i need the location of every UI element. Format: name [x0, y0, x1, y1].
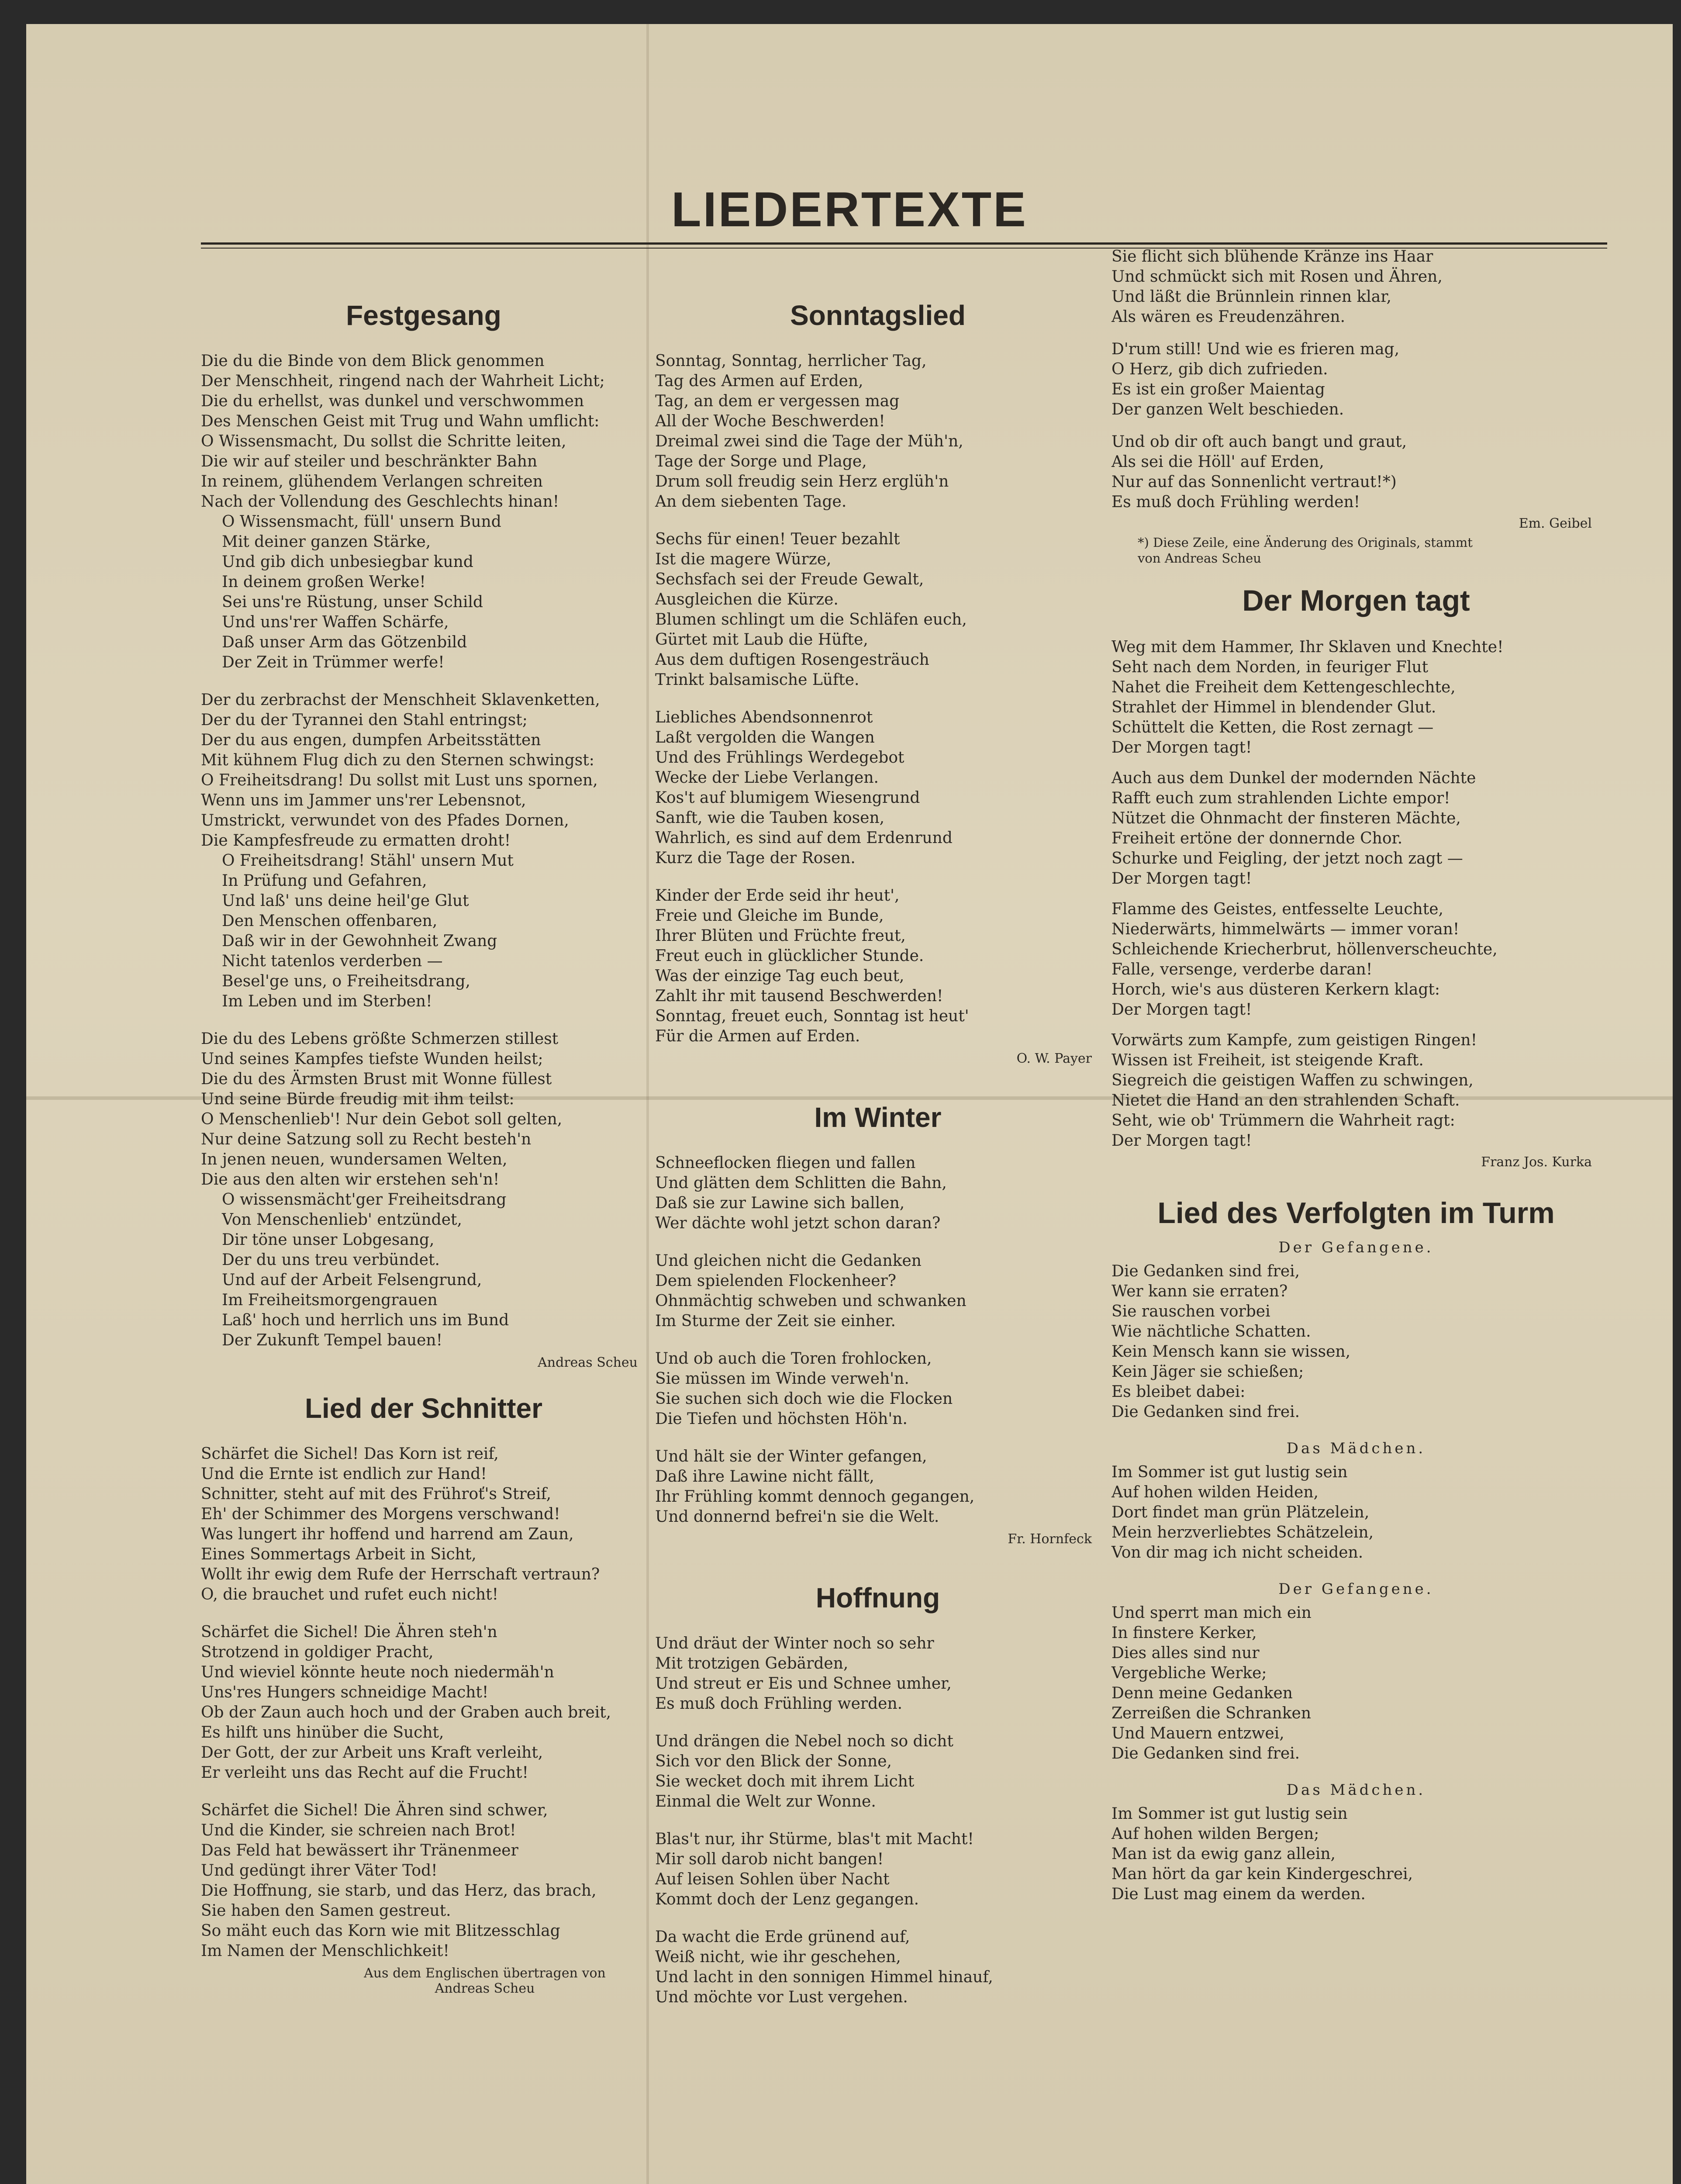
verse-line: Sie suchen sich doch wie die Flocken — [655, 1390, 953, 1408]
verse-line: Und dräut der Winter noch so sehr — [655, 1635, 934, 1652]
verse-line: Auch aus dem Dunkel der modernden Nächte — [1111, 769, 1476, 787]
stanza — [655, 351, 1101, 512]
verse-line: All der Woche Beschwerden! — [655, 412, 885, 430]
verse-line: Rafft euch zum strahlenden Lichte empor! — [1111, 789, 1450, 807]
verse-line: Tag des Armen auf Erden, — [655, 372, 863, 390]
stanza — [1111, 1603, 1601, 1764]
verse-line: Schneeflocken fliegen und fallen — [655, 1154, 916, 1172]
stanza — [1111, 1030, 1601, 1151]
verse-line: Der du uns treu verbündet. — [222, 1251, 440, 1269]
verse-line: Dreimal zwei sind die Tage der Müh'n, — [655, 432, 963, 450]
verse-line: Schurke und Feigling, der jetzt noch zagt — — [1111, 850, 1463, 867]
stanza — [1111, 637, 1601, 758]
verse-line: Und die Kinder, sie schreien nach Brot! — [201, 1821, 516, 1839]
verse-line: In Prüfung und Gefahren, — [222, 872, 427, 890]
verse-line: Falle, versenge, verderbe daran! — [1111, 961, 1373, 978]
verse-line: Und möchte vor Lust vergehen. — [655, 1988, 908, 2006]
verse-line: Die du erhellst, was dunkel und verschwommen — [201, 392, 584, 410]
verse-line: Sie rauschen vorbei — [1111, 1303, 1270, 1320]
verse-line: Uns'res Hungers schneidige Macht! — [201, 1683, 489, 1701]
stanza — [1111, 899, 1601, 1020]
verse-line: Und streut er Eis und Schnee umher, — [655, 1675, 952, 1693]
verse-line: Liebliches Abendsonnenrot — [655, 708, 873, 726]
verse-line: Eines Sommertags Arbeit in Sicht, — [201, 1545, 476, 1563]
title-rule-top — [201, 242, 1607, 245]
verse-line: Die Gedanken sind frei. — [1111, 1745, 1300, 1762]
footnote-line: *) Diese Zeile, eine Änderung des Originals, stammt — [1138, 535, 1473, 550]
verse-line: Daß ihre Lawine nicht fällt, — [655, 1468, 874, 1486]
verse-line: Und seine Bürde freudig mit ihm teilst: — [201, 1090, 514, 1108]
verse-line: Der Gott, der zur Arbeit uns Kraft verleiht, — [201, 1744, 543, 1762]
verse-line: Mein herzverliebtes Schätzelein, — [1111, 1524, 1374, 1541]
verse-line: Der Zukunft Tempel bauen! — [222, 1331, 443, 1349]
verse-line: O Freiheitsdrang! Du sollst mit Lust uns spornen, — [201, 771, 598, 789]
poem-title-hoffnung: Hoffnung — [815, 1582, 940, 1614]
verse-line: Dir töne unser Lobgesang, — [222, 1231, 435, 1249]
verse-line: Im Leben und im Sterben! — [222, 992, 432, 1010]
verse-line: Vergebliche Werke; — [1111, 1664, 1267, 1682]
verse-line: So mäht euch das Korn wie mit Blitzesschlag — [201, 1922, 560, 1940]
stanza — [655, 1251, 1101, 1331]
verse-line: Freut euch in glücklicher Stunde. — [655, 947, 924, 965]
verse-line: Wecke der Liebe Verlangen. — [655, 769, 879, 787]
verse-line: An dem siebenten Tage. — [655, 493, 847, 511]
verse-line: Einmal die Welt zur Wonne. — [655, 1793, 876, 1811]
verse-line: Der Morgen tagt! — [1111, 739, 1252, 757]
column-middle — [655, 284, 1101, 2025]
verse-line: Und donnernd befrei'n sie die Welt. — [655, 1508, 939, 1526]
verse-line: O Freiheitsdrang! Stähl' unsern Mut — [222, 852, 514, 870]
verse-line: Als sei die Höll' auf Erden, — [1111, 453, 1324, 471]
verse-line: Zerreißen die Schranken — [1111, 1704, 1312, 1722]
poem-author: Fr. Hornfeck — [1008, 1531, 1092, 1547]
stanza — [201, 351, 646, 673]
verse-line: Der Morgen tagt! — [1111, 1132, 1252, 1150]
verse-line: Die du die Binde von dem Blick genommen — [201, 352, 545, 370]
verse-line: Die aus den alten wir erstehen seh'n! — [201, 1171, 500, 1189]
verse-line: Ob der Zaun auch hoch und der Graben auch breit, — [201, 1704, 611, 1721]
verse-line: Und uns'rer Waffen Schärfe, — [222, 613, 449, 631]
verse-line: Tage der Sorge und Plage, — [655, 453, 867, 470]
paper-fold-vertical — [646, 24, 649, 2184]
verse-line: Für die Armen auf Erden. — [655, 1027, 860, 1045]
verse-line: Schleichende Kriecherbrut, höllenverscheuchte, — [1111, 940, 1498, 958]
verse-line: Sie wecket doch mit ihrem Licht — [655, 1773, 915, 1790]
verse-line: Und auf der Arbeit Felsengrund, — [222, 1271, 482, 1289]
poem-author: Aus dem Englischen übertragen von — [364, 1966, 606, 1981]
verse-line: Nicht tatenlos verderben — — [222, 952, 443, 970]
verse-line: Auf hohen wilden Bergen; — [1111, 1825, 1319, 1843]
verse-line: Umstrickt, verwundet von des Pfades Dornen, — [201, 812, 569, 829]
verse-line: D'rum still! Und wie es frieren mag, — [1111, 340, 1400, 358]
verse-line: Sie flicht sich blühende Kränze ins Haar — [1111, 248, 1433, 266]
verse-line: Mit deiner ganzen Stärke, — [222, 533, 431, 551]
verse-line: Sonntag, freuet euch, Sonntag ist heut' — [655, 1007, 969, 1025]
verse-line: Kinder der Erde seid ihr heut', — [655, 887, 900, 905]
verse-line: Die du des Lebens größte Schmerzen stillest — [201, 1030, 559, 1048]
stanza — [655, 1927, 1101, 2008]
verse-line: Und schmückt sich mit Rosen und Ähren, — [1111, 268, 1443, 286]
verse-line: Wer kann sie erraten? — [1111, 1282, 1288, 1300]
verse-line: Trinkt balsamische Lüfte. — [655, 671, 859, 689]
verse-line: Dem spielenden Flockenheer? — [655, 1272, 897, 1290]
verse-line: Ohnmächtig schweben und schwanken — [655, 1292, 966, 1310]
verse-line: Mit trotzigen Gebärden, — [655, 1655, 849, 1673]
verse-line: Sechs für einen! Teuer bezahlt — [655, 530, 900, 548]
verse-line: Gürtet mit Laub die Hüfte, — [655, 631, 868, 649]
verse-line: Niederwärts, himmelwärts — immer voran! — [1111, 920, 1460, 938]
verse-line: Wie nächtliche Schatten. — [1111, 1323, 1311, 1341]
newspaper-page — [26, 24, 1673, 2184]
verse-line: Der Zeit in Trümmer werfe! — [222, 653, 445, 671]
verse-line: Und ob auch die Toren frohlocken, — [655, 1350, 932, 1368]
verse-line: Der du aus engen, dumpfen Arbeitsstätten — [201, 731, 541, 749]
stanza — [201, 1029, 646, 1351]
stanza — [655, 1349, 1101, 1429]
verse-line: Die Tiefen und höchsten Höh'n. — [655, 1410, 908, 1428]
verse-line: Sie haben den Samen gestreut. — [201, 1902, 451, 1920]
verse-line: Und sperrt man mich ein — [1111, 1604, 1312, 1622]
poem-author: Franz Jos. Kurka — [1481, 1154, 1592, 1170]
verse-line: Seht, wie ob' Trümmern die Wahrheit ragt: — [1111, 1112, 1455, 1130]
verse-line: Er verleiht uns das Recht auf die Frucht! — [201, 1764, 528, 1782]
poem-author: Em. Geibel — [1519, 516, 1592, 531]
verse-line: Blumen schlingt um die Schläfen euch, — [655, 611, 967, 629]
verse-line: Und glätten dem Schlitten die Bahn, — [655, 1174, 947, 1192]
verse-line: Sechsfach sei der Freude Gewalt, — [655, 570, 924, 588]
verse-line: Tag, an dem er vergessen mag — [655, 392, 900, 410]
verse-line: Es muß doch Frühling werden. — [655, 1695, 903, 1713]
verse-line: Dort findet man grün Plätzelein, — [1111, 1503, 1370, 1521]
verse-line: Der Menschheit, ringend nach der Wahrheit Licht; — [201, 372, 605, 390]
verse-line: Von dir mag ich nicht scheiden. — [1111, 1544, 1363, 1562]
verse-line: Kein Mensch kann sie wissen, — [1111, 1343, 1351, 1361]
verse-line: Siegreich die geistigen Waffen zu schwingen, — [1111, 1071, 1474, 1089]
verse-line: Nietet die Hand an den strahlenden Schaft. — [1111, 1092, 1460, 1109]
stanza — [201, 1444, 646, 1605]
verse-line: Aus dem duftigen Rosengesträuch — [655, 651, 929, 669]
verse-line: Nach der Vollendung des Geschlechts hinan! — [201, 493, 559, 511]
verse-line: Eh' der Schimmer des Morgens verschwand! — [201, 1505, 560, 1523]
verse-line: Daß unser Arm das Götzenbild — [222, 633, 467, 651]
verse-line: Schärfet die Sichel! Die Ähren sind schwer, — [201, 1801, 548, 1819]
stanza — [655, 1634, 1101, 1714]
verse-line: Weiß nicht, wie ihr geschehen, — [655, 1948, 901, 1966]
verse-line: Und ob dir oft auch bangt und graut, — [1111, 433, 1407, 451]
verse-line: In deinem großen Werke! — [222, 573, 426, 591]
verse-line: Wahrlich, es sind auf dem Erdenrund — [655, 829, 953, 847]
verse-line: Da wacht die Erde grünend auf, — [655, 1928, 910, 1946]
verse-line: Sonntag, Sonntag, herrlicher Tag, — [655, 352, 927, 370]
poem-title-schnitter: Lied der Schnitter — [304, 1393, 543, 1424]
verse-line: Man hört da gar kein Kindergeschrei, — [1111, 1865, 1413, 1883]
verse-line: Und laß' uns deine heil'ge Glut — [222, 892, 469, 910]
stanza — [201, 1800, 646, 1961]
verse-line: Kommt doch der Lenz gegangen. — [655, 1890, 919, 1908]
stanza — [1111, 1462, 1601, 1563]
column-right — [1111, 247, 1601, 1922]
poem-author: O. W. Payer — [1016, 1051, 1092, 1066]
verse-line: Ihr Frühling kommt dennoch gegangen, — [655, 1488, 975, 1506]
verse-line: Nur deine Satzung soll zu Recht besteh'n — [201, 1130, 532, 1148]
verse-line: Schärfet die Sichel! Die Ähren steh'n — [201, 1623, 497, 1641]
verse-line: Ist die magere Würze, — [655, 550, 832, 568]
footnote — [1111, 535, 1601, 566]
verse-line: Und Mauern entzwei, — [1111, 1724, 1284, 1742]
stanza — [1111, 768, 1601, 889]
verse-line: Was der einzige Tag euch beut, — [655, 967, 904, 985]
stanza — [1111, 432, 1601, 512]
verse-line: Der ganzen Welt beschieden. — [1111, 401, 1344, 418]
verse-line: Dies alles sind nur — [1111, 1644, 1260, 1662]
verse-line: Kurz die Tage der Rosen. — [655, 849, 856, 867]
verse-line: Der Morgen tagt! — [1111, 1001, 1252, 1019]
verse-line: Zahlt ihr mit tausend Beschwerden! — [655, 987, 943, 1005]
verse-line: Strahlet der Himmel in blendender Glut. — [1111, 698, 1436, 716]
stanza — [1111, 1261, 1601, 1422]
verse-line: Seht nach dem Norden, in feuriger Flut — [1111, 658, 1429, 676]
verse-line: Flamme des Geistes, entfesselte Leuchte, — [1111, 900, 1443, 918]
stanza — [655, 1153, 1101, 1234]
poem-title-festgesang: Festgesang — [346, 300, 501, 331]
verse-line: Und gedüngt ihrer Väter Tod! — [201, 1862, 438, 1880]
verse-line: Daß wir in der Gewohnheit Zwang — [222, 932, 497, 950]
verse-line: O, die brauchet und rufet euch nicht! — [201, 1586, 499, 1603]
poem-title-verfolgten: Lied des Verfolgten im Turm — [1157, 1196, 1555, 1230]
verse-line: Blas't nur, ihr Stürme, blas't mit Macht! — [655, 1830, 974, 1848]
verse-line: Im Freiheitsmorgengrauen — [222, 1291, 438, 1309]
verse-line: Laß' hoch und herrlich uns im Bund — [222, 1311, 509, 1329]
stanza — [655, 1731, 1101, 1812]
verse-line: Wenn uns im Jammer uns'rer Lebensnot, — [201, 791, 526, 809]
poem-title-morgen: Der Morgen tagt — [1242, 584, 1470, 617]
verse-line: Nützet die Ohnmacht der finsteren Mächte, — [1111, 809, 1461, 827]
page-title: LIEDERTEXTE — [671, 182, 1028, 237]
verse-line: Ihrer Blüten und Früchte freut, — [655, 927, 906, 945]
verse-line: Der Morgen tagt! — [1111, 870, 1252, 888]
speaker-label: Das Mädchen. — [1286, 1440, 1426, 1457]
speaker-label: Das Mädchen. — [1286, 1781, 1426, 1799]
verse-line: Im Namen der Menschlichkeit! — [201, 1942, 449, 1960]
verse-line: Strotzend in goldiger Pracht, — [201, 1643, 434, 1661]
verse-line: Weg mit dem Hammer, Ihr Sklaven und Knechte! — [1111, 638, 1504, 656]
verse-line: Schärfet die Sichel! Das Korn ist reif, — [201, 1445, 499, 1463]
verse-line: Horch, wie's aus düsteren Kerkern klagt: — [1111, 981, 1440, 999]
poem-title-sonntagslied: Sonntagslied — [790, 300, 966, 331]
poem-author: Andreas Scheu — [435, 1981, 535, 1996]
verse-line: Die Kampfesfreude zu ermatten droht! — [201, 832, 511, 850]
verse-line: Sich vor den Blick der Sonne, — [655, 1752, 892, 1770]
verse-line: In jenen neuen, wundersamen Welten, — [201, 1151, 507, 1168]
verse-line: Und wieviel könnte heute noch niedermäh'n — [201, 1663, 554, 1681]
verse-line: Mir soll darob nicht bangen! — [655, 1850, 884, 1868]
verse-line: Sanft, wie die Tauben kosen, — [655, 809, 885, 827]
stanza — [655, 1829, 1101, 1910]
verse-line: Es muß doch Frühling werden! — [1111, 493, 1360, 511]
stanza — [1111, 339, 1601, 420]
verse-line: Man ist da ewig ganz allein, — [1111, 1845, 1336, 1863]
verse-line: Schnitter, steht auf mit des Frühroť's Streif, — [201, 1485, 552, 1503]
verse-line: Der du der Tyrannei den Stahl entringst; — [201, 711, 528, 729]
verse-line: Denn meine Gedanken — [1111, 1684, 1293, 1702]
verse-line: Und gleichen nicht die Gedanken — [655, 1252, 922, 1270]
verse-line: Daß sie zur Lawine sich ballen, — [655, 1194, 905, 1212]
verse-line: Die wir auf steiler und beschränkter Bahn — [201, 453, 538, 470]
verse-line: Freie und Gleiche im Bunde, — [655, 907, 884, 925]
verse-line: Freiheit ertöne der donnernde Chor. — [1111, 829, 1403, 847]
footnote-line: von Andreas Scheu — [1138, 551, 1261, 566]
verse-line: Die du des Ärmsten Brust mit Wonne füllest — [201, 1070, 552, 1088]
verse-line: Es hilft uns hinüber die Sucht, — [201, 1724, 444, 1742]
stanza — [655, 529, 1101, 690]
stanza — [655, 708, 1101, 868]
verse-line: Auf leisen Sohlen über Nacht — [655, 1870, 890, 1888]
verse-line: O wissensmächt'ger Freiheitsdrang — [222, 1191, 507, 1209]
verse-line: Als wären es Freudenzähren. — [1111, 308, 1346, 326]
verse-line: Von Menschenlieb' entzündet, — [222, 1211, 462, 1229]
verse-line: Im Sturme der Zeit sie einher. — [655, 1312, 896, 1330]
verse-line: Wissen ist Freiheit, ist steigende Kraft. — [1111, 1051, 1424, 1069]
verse-line: Und gib dich unbesiegbar kund — [222, 553, 473, 571]
verse-line: Nahet die Freiheit dem Kettengeschlechte, — [1111, 678, 1456, 696]
verse-line: Und seines Kampfes tiefste Wunden heilst; — [201, 1050, 543, 1068]
verse-line: Die Gedanken sind frei. — [1111, 1403, 1300, 1421]
verse-line: O Menschenlieb'! Nur dein Gebot soll gelten, — [201, 1110, 563, 1128]
verse-line: Auf hohen wilden Heiden, — [1111, 1483, 1319, 1501]
verse-line: Wollt ihr ewig dem Rufe der Herrschaft vertraun? — [201, 1565, 600, 1583]
verse-line: Und die Ernte ist endlich zur Hand! — [201, 1465, 487, 1483]
verse-line: Und drängen die Nebel noch so dicht — [655, 1732, 953, 1750]
verse-line: Schüttelt die Ketten, die Rost zernagt — — [1111, 719, 1434, 736]
verse-line: Kein Jäger sie schießen; — [1111, 1363, 1304, 1381]
verse-line: Die Gedanken sind frei, — [1111, 1262, 1300, 1280]
verse-line: O Wissensmacht, füll' unsern Bund — [222, 513, 501, 531]
verse-line: Es bleibet dabei: — [1111, 1383, 1246, 1401]
verse-line: Mit kühnem Flug dich zu den Sternen schwingst: — [201, 751, 594, 769]
verse-line: Den Menschen offenbaren, — [222, 912, 438, 930]
verse-line: Und läßt die Brünnlein rinnen klar, — [1111, 288, 1391, 306]
stanza — [655, 886, 1101, 1047]
verse-line: Im Sommer ist gut lustig sein — [1111, 1805, 1348, 1823]
verse-line: Im Sommer ist gut lustig sein — [1111, 1463, 1348, 1481]
verse-line: Was lungert ihr hoffend und harrend am Zaun, — [201, 1525, 574, 1543]
verse-line: O Wissensmacht, Du sollst die Schritte leiten, — [201, 432, 566, 450]
verse-line: Und hält sie der Winter gefangen, — [655, 1448, 927, 1465]
poem-title-winter: Im Winter — [814, 1102, 942, 1133]
verse-line: Nur auf das Sonnenlicht vertraut!*) — [1111, 473, 1397, 491]
verse-line: Laßt vergolden die Wangen — [655, 729, 875, 746]
stanza — [655, 1447, 1101, 1527]
verse-line: Und des Frühlings Werdegebot — [655, 749, 904, 767]
verse-line: Es ist ein großer Maientag — [1111, 380, 1325, 398]
verse-line: Der du zerbrachst der Menschheit Sklavenketten, — [201, 691, 600, 709]
speaker-label: Der Gefangene. — [1278, 1239, 1434, 1256]
verse-line: Sie müssen im Winde verweh'n. — [655, 1370, 909, 1388]
verse-line: Kos't auf blumigem Wiesengrund — [655, 789, 920, 807]
poem-author: Andreas Scheu — [538, 1355, 638, 1370]
verse-line: Sei uns're Rüstung, unser Schild — [222, 593, 483, 611]
verse-line: Das Feld hat bewässert ihr Tränenmeer — [201, 1842, 518, 1859]
speaker-label: Der Gefangene. — [1278, 1580, 1434, 1598]
verse-line: Wer dächte wohl jetzt schon daran? — [655, 1214, 941, 1232]
stanza — [1111, 247, 1601, 327]
verse-line: O Herz, gib dich zufrieden. — [1111, 360, 1328, 378]
verse-line: Drum soll freudig sein Herz erglüh'n — [655, 473, 949, 491]
column-left — [201, 284, 646, 2018]
stanza — [201, 1622, 646, 1783]
verse-line: Besel'ge uns, o Freiheitsdrang, — [222, 972, 470, 990]
verse-line: Ausgleichen die Kürze. — [655, 591, 839, 608]
stanza — [1111, 1804, 1601, 1904]
verse-line: Die Lust mag einem da werden. — [1111, 1885, 1366, 1903]
verse-line: Die Hoffnung, sie starb, und das Herz, das brach, — [201, 1882, 597, 1900]
verse-line: In finstere Kerker, — [1111, 1624, 1257, 1642]
stanza — [201, 690, 646, 1012]
verse-line: Des Menschen Geist mit Trug und Wahn umflicht: — [201, 412, 600, 430]
verse-line: Vorwärts zum Kampfe, zum geistigen Ringen! — [1111, 1031, 1477, 1049]
verse-line: Und lacht in den sonnigen Himmel hinauf, — [655, 1968, 993, 1986]
verse-line: In reinem, glühendem Verlangen schreiten — [201, 473, 543, 491]
